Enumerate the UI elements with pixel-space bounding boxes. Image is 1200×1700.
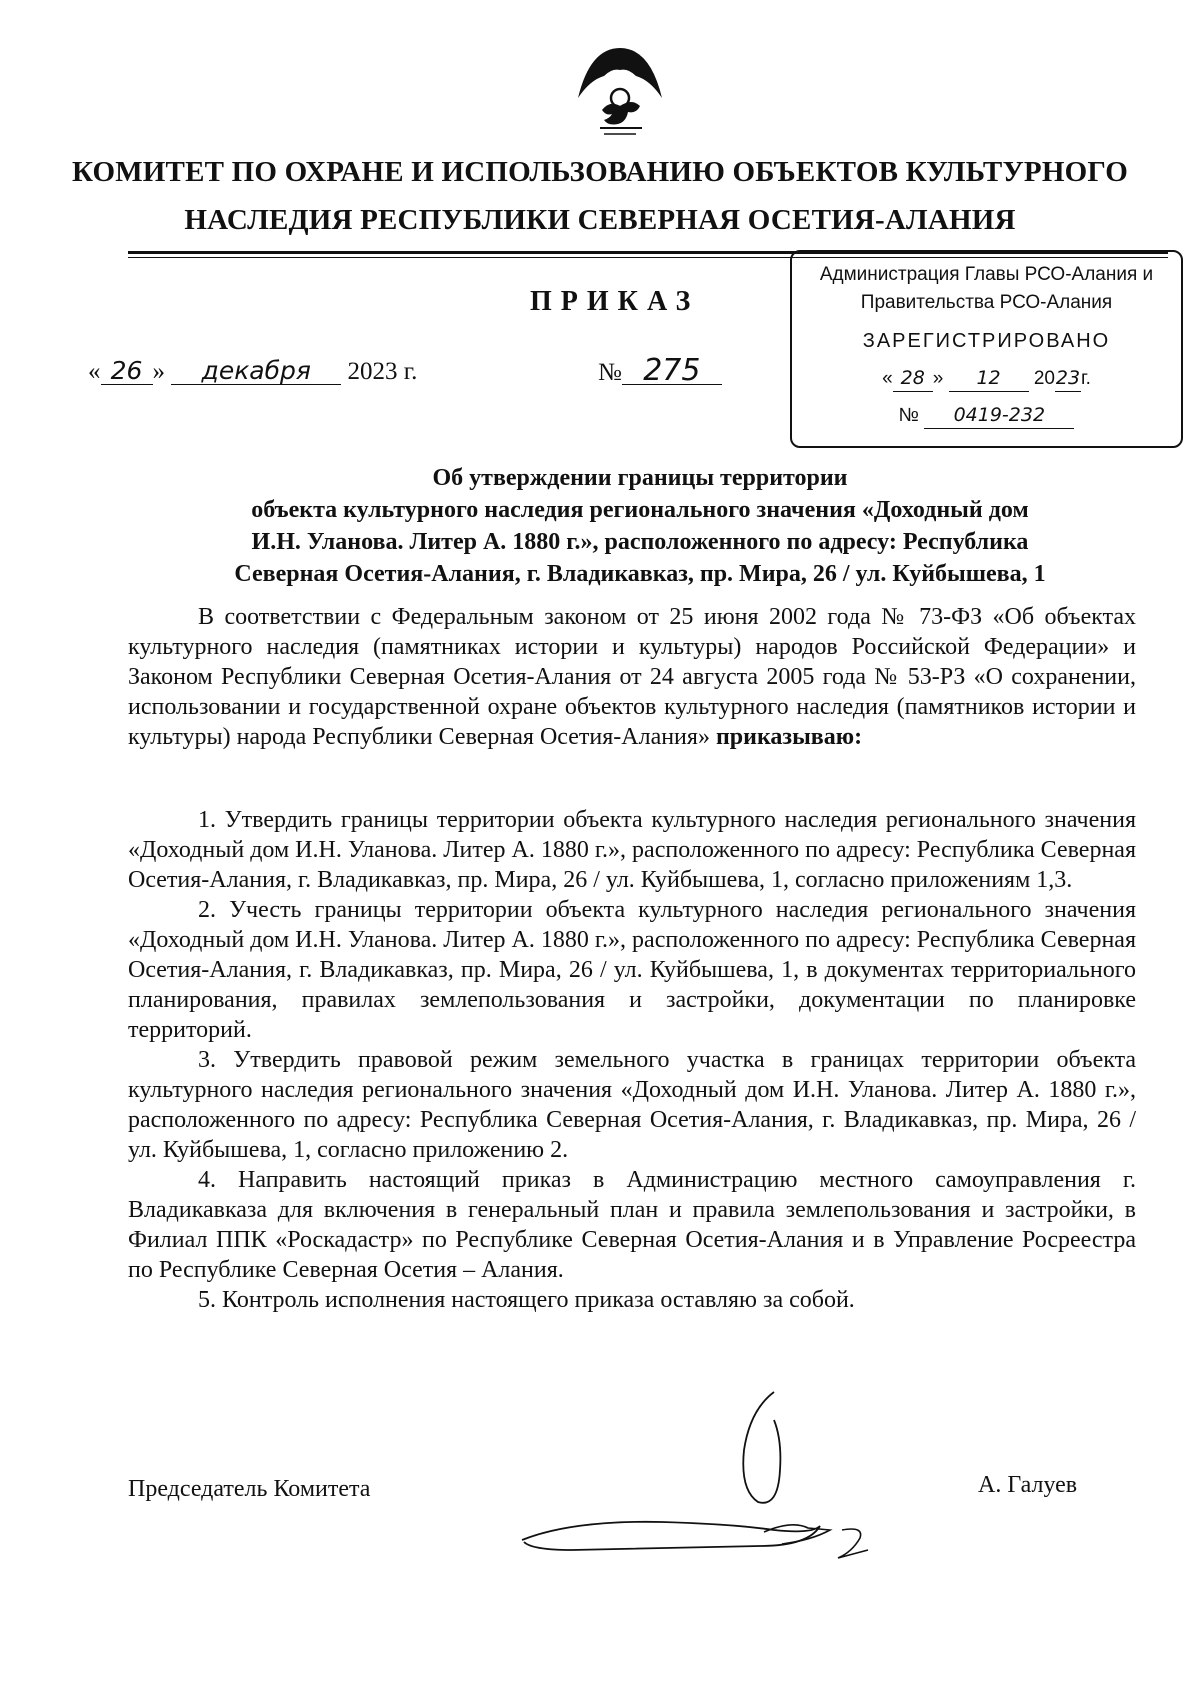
stamp-year-prefix: 20 — [1033, 368, 1055, 389]
date-year: 2023 г. — [347, 358, 418, 385]
order-item-5: 5. Контроль исполнения настоящего приказа оставляю за собой. — [198, 1287, 855, 1313]
stamp-date: « 28 » 12 2023г. — [792, 365, 1181, 392]
organization-name-line1: КОМИТЕТ ПО ОХРАНЕ И ИСПОЛЬЗОВАНИЮ ОБЪЕКТОВ КУЛЬТУРНОГО — [71, 156, 1129, 188]
stamp-line2: Правительства РСО-Алания — [860, 292, 1113, 313]
title-line4: Северная Осетия-Алания, г. Владикавказ, пр. Мира, 26 / ул. Куйбышева, 1 — [234, 561, 1046, 587]
stamp-month: 12 — [949, 365, 1029, 392]
order-items — [128, 805, 1136, 1315]
decree-word: приказываю: — [715, 724, 863, 750]
stamp-year-unit: г. — [1080, 368, 1091, 389]
order-date — [88, 358, 417, 386]
date-day: 26 — [101, 358, 153, 385]
document-type: ПРИКАЗ — [530, 286, 700, 317]
title-line3: И.Н. Уланова. Литер А. 1880 г.», расположенного по адресу: Республика — [251, 529, 1029, 555]
stamp-number-value: 0419-232 — [924, 402, 1074, 429]
registration-stamp — [790, 250, 1183, 448]
order-item-4: 4. Направить настоящий приказ в Администрацию местного самоуправления г. Владикавказа для включения в генеральный план и правила землепользования и застройки, в Филиал ППК «Роскадастр» по Республике Северная Осетия-Алания и в Управление Росреестра по Республике Северная Осетия – Алания. — [128, 1167, 1136, 1283]
stamp-number-label: № — [898, 405, 920, 426]
preamble-text: В соответствии с Федеральным законом от 25 июня 2002 года № 73-ФЗ «Об объектах культурного наследия (памятниках истории и культуры) народов Российской Федерации» и Законом Республики Северная Осетия-Алания от 24 августа 2005 года № 53-РЗ «О сохранении, использовании и государственной охране объектов культурного наследия (памятников истории и культуры) народа Республики Северная Осетия-Алания» — [128, 604, 1136, 750]
date-close-quote: » — [152, 358, 165, 385]
order-number-value: 275 — [622, 358, 722, 385]
stamp-number — [792, 402, 1181, 429]
preamble — [128, 602, 1136, 752]
stamp-day: 28 — [893, 365, 933, 392]
order-item-2: 2. Учесть границы территории объекта культурного наследия регионального значения «Доходный дом И.Н. Уланова. Литер А. 1880 г.», расположенного по адресу: Республика Северная Осетия-Алания, г. Владикавказ, пр. Мира, 26 / ул. Куйбышева, 1, в документах территориального планирования, правилах землепользования и застройки, документации по планировке территорий. — [128, 897, 1136, 1043]
stamp-line1: Администрация Главы РСО-Алания и — [819, 264, 1154, 285]
handwritten-signature — [512, 1380, 892, 1570]
organization-name-line2: НАСЛЕДИЯ РЕСПУБЛИКИ СЕВЕРНАЯ ОСЕТИЯ-АЛАНИЯ — [184, 204, 1016, 236]
order-item-3: 3. Утвердить правовой режим земельного участка в границах территории объекта культурного наследия регионального значения «Доходный дом И.Н. Уланова. Литер А. 1880 г.», расположенного по адресу: Республика Северная Осетия-Алания, г. Владикавказ, пр. Мира, 26 / ул. Куйбышева, 1, согласно приложению 2. — [128, 1047, 1136, 1163]
document-title — [140, 462, 1140, 590]
title-line2: объекта культурного наследия регионального значения «Доходный дом — [251, 497, 1029, 523]
signer-name: А. Галуев — [978, 1472, 1078, 1498]
stamp-year-suffix: 23 — [1055, 365, 1081, 392]
order-number-label: № — [598, 359, 622, 386]
signer-role: Председатель Комитета — [128, 1476, 371, 1502]
order-number — [598, 353, 722, 388]
emblem-icon — [570, 40, 670, 150]
title-line1: Об утверждении границы территории — [432, 465, 848, 491]
date-month: декабря — [171, 358, 341, 385]
order-item-1: 1. Утвердить границы территории объекта культурного наследия регионального значения «Доходный дом И.Н. Уланова. Литер А. 1880 г.», расположенного по адресу: Республика Северная Осетия-Алания, г. Владикавказ, пр. Мира, 26 / ул. Куйбышева, 1, согласно приложениям 1,3. — [128, 807, 1136, 893]
date-open-quote: « — [88, 358, 101, 385]
stamp-status: ЗАРЕГИСТРИРОВАНО — [862, 330, 1111, 352]
